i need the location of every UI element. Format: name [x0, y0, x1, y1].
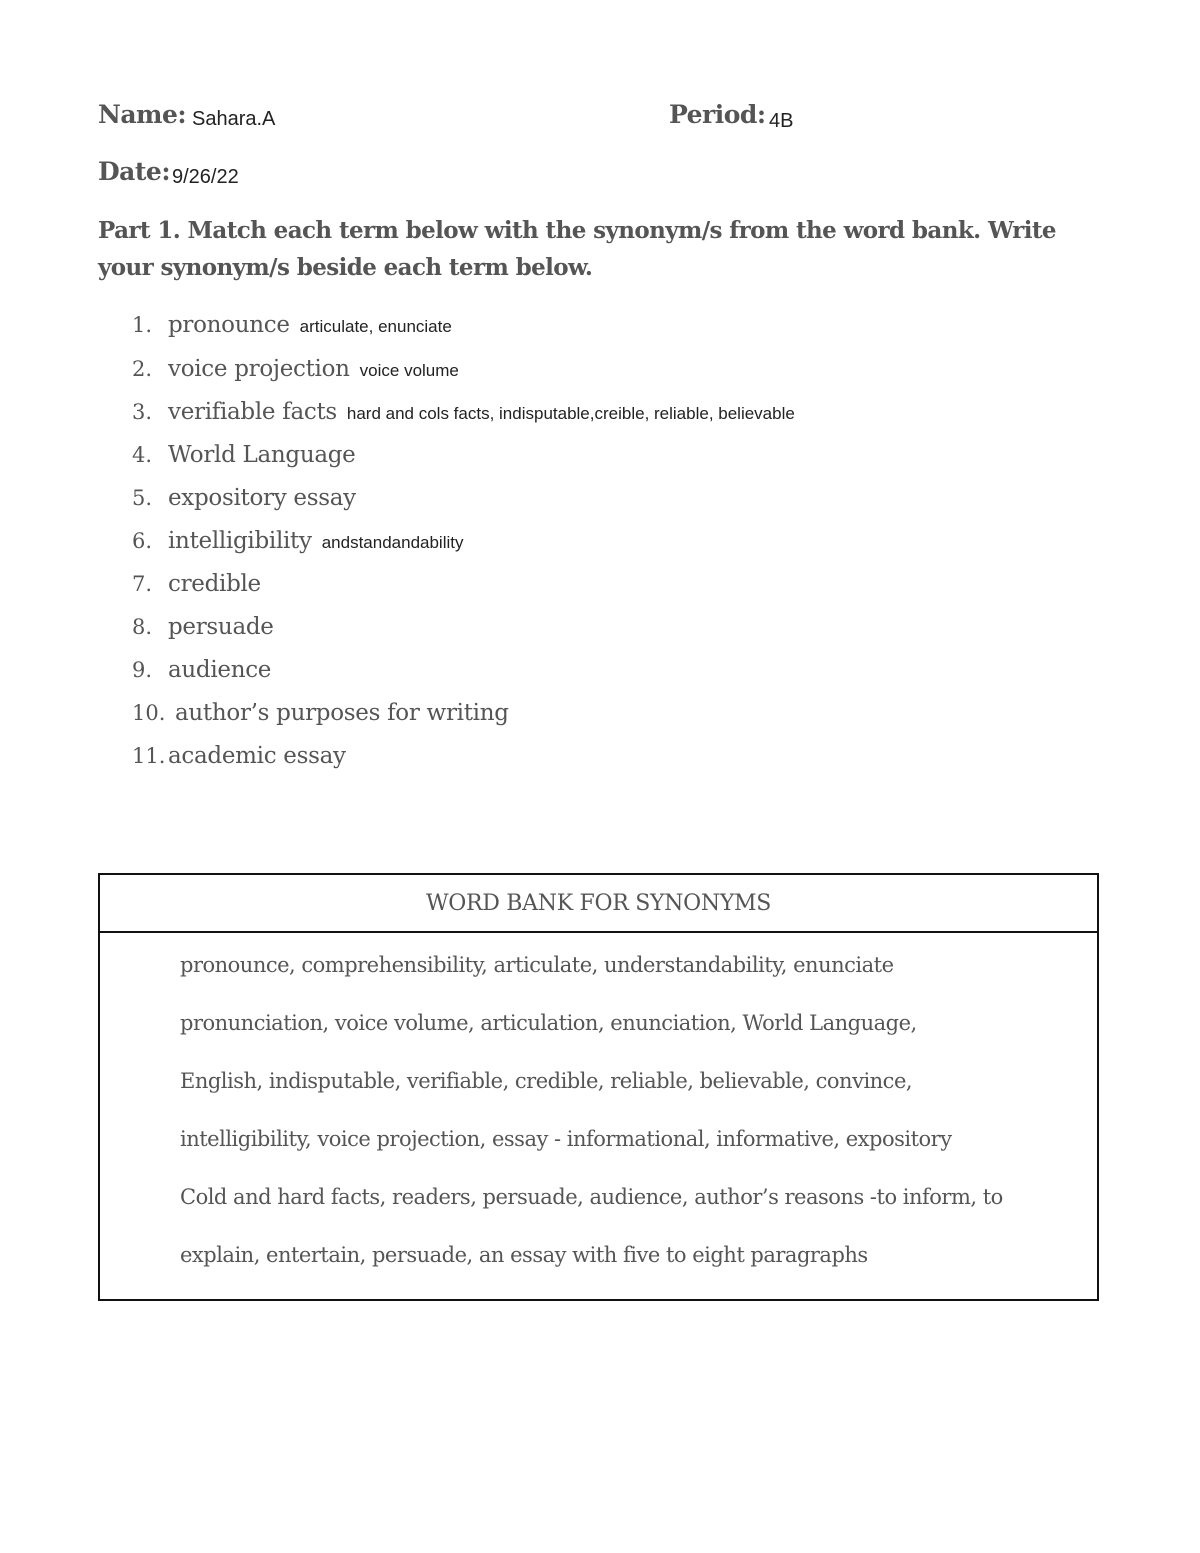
- word-bank-line: pronounce, comprehensibility, articulate, understandability, enunciate: [180, 953, 894, 977]
- date-label: Date:: [98, 157, 171, 186]
- term-answer[interactable]: andstandandability: [321, 533, 464, 552]
- term-number: 2.: [132, 357, 153, 381]
- word-bank-title: WORD BANK FOR SYNONYMS: [100, 875, 1097, 933]
- term-item-11: [132, 743, 356, 779]
- term-text: expository essay: [168, 485, 356, 511]
- term-item-4: [132, 442, 366, 478]
- term-text: voice projection: [168, 356, 350, 382]
- term-text: persuade: [168, 614, 274, 640]
- term-answer[interactable]: voice volume: [359, 361, 459, 380]
- word-bank-line: Cold and hard facts, readers, persuade, audience, author’s reasons -to inform, to: [180, 1185, 1003, 1209]
- term-number: 10.: [132, 701, 166, 725]
- term-number: 4.: [132, 443, 153, 467]
- term-number: 5.: [132, 486, 153, 510]
- word-bank-line: explain, entertain, persuade, an essay with five to eight paragraphs: [180, 1243, 868, 1267]
- word-bank-table: [98, 873, 1099, 1301]
- term-item-7: [132, 571, 271, 607]
- term-item-2: [132, 356, 459, 392]
- term-text: academic essay: [168, 743, 346, 769]
- term-text: pronounce: [168, 312, 290, 338]
- term-item-5: [132, 485, 366, 521]
- term-number: 3.: [132, 400, 153, 424]
- period-value[interactable]: 4B: [769, 110, 794, 132]
- term-item-9: [132, 657, 281, 693]
- term-answer[interactable]: hard and cols facts, indisputable,creible, reliable, believable: [346, 404, 795, 423]
- term-item-10: [132, 700, 519, 736]
- term-item-1: [132, 312, 452, 348]
- term-number: 8.: [132, 615, 153, 639]
- term-item-6: [132, 528, 463, 564]
- term-text: verifiable facts: [168, 399, 337, 425]
- term-text: author’s purposes for writing: [168, 700, 509, 726]
- period-label: Period:: [669, 100, 766, 129]
- term-answer[interactable]: articulate, enunciate: [299, 317, 452, 336]
- name-label: Name:: [98, 100, 187, 129]
- term-number: 11.: [132, 744, 166, 768]
- term-text: credible: [168, 571, 261, 597]
- word-bank-line: intelligibility, voice projection, essay - informational, informative, expository: [180, 1127, 952, 1151]
- word-bank-lines: [180, 945, 1003, 1293]
- term-number: 6.: [132, 529, 153, 553]
- word-bank-line: English, indisputable, verifiable, credible, reliable, believable, convince,: [180, 1069, 913, 1093]
- term-text: World Language: [168, 442, 356, 468]
- term-item-3: [132, 399, 795, 435]
- term-text: audience: [168, 657, 272, 683]
- term-item-8: [132, 614, 284, 650]
- term-number: 1.: [132, 313, 153, 337]
- term-number: 7.: [132, 572, 153, 596]
- term-text: intelligibility: [168, 528, 312, 554]
- instructions-heading: Part 1. Match each term below with the synonym/s from the word bank. Write your synonym/s beside each term below.: [98, 217, 1056, 281]
- name-value[interactable]: Sahara.A: [192, 108, 276, 130]
- term-number: 9.: [132, 658, 153, 682]
- word-bank-line: pronunciation, voice volume, articulation, enunciation, World Language,: [180, 1011, 917, 1035]
- date-value[interactable]: 9/26/22: [172, 166, 239, 188]
